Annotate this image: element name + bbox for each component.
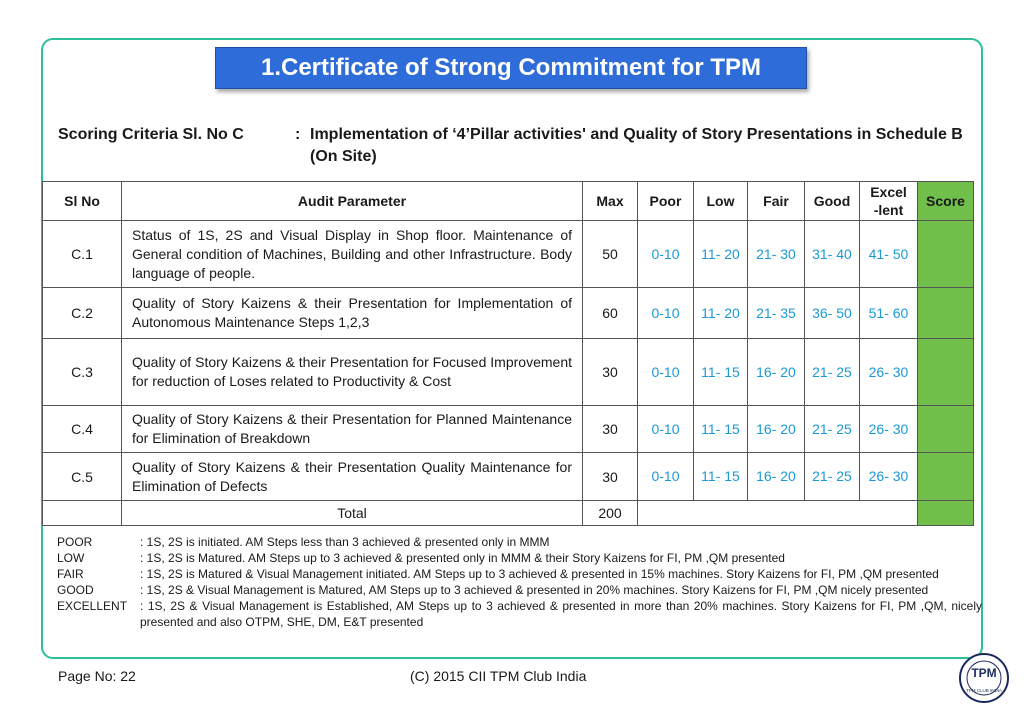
row-parameter: Quality of Story Kaizens & their Presentation for Focused Improvement for reduction of Loses related to Productivity & Cost <box>122 339 583 406</box>
legend-text: : 1S, 2S is initiated. AM Steps less than 3 achieved & presented only in MMM <box>140 535 550 549</box>
legend-key: EXCELLENT <box>57 599 128 613</box>
row-sl-no: C.5 <box>43 453 122 501</box>
row-fair: 21- 30 <box>748 221 805 288</box>
row-poor: 0-10 <box>638 339 694 406</box>
row-excellent: 51- 60 <box>860 288 918 339</box>
legend-item <box>57 550 982 566</box>
row-parameter: Quality of Story Kaizens & their Presentation for Planned Maintenance for Elimination of Breakdown <box>122 406 583 453</box>
row-max: 30 <box>583 339 638 406</box>
row-score-cell[interactable] <box>918 221 974 288</box>
row-good: 21- 25 <box>805 453 860 501</box>
row-poor: 0-10 <box>638 406 694 453</box>
header-excellent: Excel -lent <box>860 182 918 221</box>
legend-key: GOOD <box>57 583 94 597</box>
table-row <box>43 288 974 339</box>
total-blank <box>43 501 122 526</box>
table-header-row <box>43 182 974 221</box>
legend-text: : 1S, 2S & Visual Management is Matured, AM Steps up to 3 achieved & presented in 20% machines. Story Kaizens for FI, PM ,QM nicely presented <box>140 583 929 597</box>
table-row <box>43 221 974 288</box>
legend-text: : 1S, 2S is Matured & Visual Management initiated. AM Steps up to 3 achieved & presented in 15% machines. Story Kaizens for FI, PM ,QM presented <box>140 567 939 581</box>
legend-item <box>57 582 982 598</box>
row-parameter: Quality of Story Kaizens & their Presentation for Implementation of Autonomous Maintenance Steps 1,2,3 <box>122 288 583 339</box>
row-excellent: 26- 30 <box>860 453 918 501</box>
row-score-cell[interactable] <box>918 453 974 501</box>
row-parameter: Quality of Story Kaizens & their Presentation Quality Maintenance for Elimination of Defects <box>122 453 583 501</box>
row-excellent: 26- 30 <box>860 339 918 406</box>
row-max: 50 <box>583 221 638 288</box>
row-score-cell[interactable] <box>918 339 974 406</box>
total-label: Total <box>122 501 583 526</box>
header-sl-no: Sl No <box>43 182 122 221</box>
table-row <box>43 339 974 406</box>
criteria-label: Scoring Criteria Sl. No C <box>58 126 244 143</box>
row-good: 21- 25 <box>805 339 860 406</box>
row-fair: 16- 20 <box>748 453 805 501</box>
table-row <box>43 406 974 453</box>
criteria-colon: : <box>295 126 301 143</box>
header-score: Score <box>918 182 974 221</box>
logo-sub-text: TPM CLUB INDIA <box>965 688 1003 693</box>
row-poor: 0-10 <box>638 288 694 339</box>
total-row <box>43 501 974 526</box>
row-low: 11- 15 <box>694 453 748 501</box>
rating-legend <box>57 534 982 630</box>
row-fair: 16- 20 <box>748 406 805 453</box>
legend-item <box>57 566 982 582</box>
total-max: 200 <box>583 501 638 526</box>
row-fair: 16- 20 <box>748 339 805 406</box>
page-number: Page No: 22 <box>58 668 136 684</box>
header-poor: Poor <box>638 182 694 221</box>
row-low: 11- 20 <box>694 221 748 288</box>
row-excellent: 41- 50 <box>860 221 918 288</box>
row-good: 31- 40 <box>805 221 860 288</box>
row-low: 11- 15 <box>694 339 748 406</box>
row-score-cell[interactable] <box>918 288 974 339</box>
row-fair: 21- 35 <box>748 288 805 339</box>
header-good: Good <box>805 182 860 221</box>
criteria-value: Implementation of ‘4’Pillar activities' and Quality of Story Presentations in Schedule B (On Site) <box>310 126 963 165</box>
row-poor: 0-10 <box>638 453 694 501</box>
row-poor: 0-10 <box>638 221 694 288</box>
copyright-text: (C) 2015 CII TPM Club India <box>410 668 587 684</box>
header-low: Low <box>694 182 748 221</box>
tpm-club-logo <box>958 652 1010 704</box>
scoring-table <box>42 181 974 526</box>
total-blank-range <box>638 501 918 526</box>
row-low: 11- 15 <box>694 406 748 453</box>
row-sl-no: C.3 <box>43 339 122 406</box>
row-sl-no: C.4 <box>43 406 122 453</box>
row-excellent: 26- 30 <box>860 406 918 453</box>
header-audit-parameter: Audit Parameter <box>122 182 583 221</box>
row-good: 36- 50 <box>805 288 860 339</box>
header-fair: Fair <box>748 182 805 221</box>
page-title: 1.Certificate of Strong Commitment for TPM <box>215 47 807 89</box>
row-sl-no: C.2 <box>43 288 122 339</box>
row-sl-no: C.1 <box>43 221 122 288</box>
row-max: 30 <box>583 453 638 501</box>
header-max: Max <box>583 182 638 221</box>
row-good: 21- 25 <box>805 406 860 453</box>
legend-key: FAIR <box>57 567 84 581</box>
row-score-cell[interactable] <box>918 406 974 453</box>
row-parameter: Status of 1S, 2S and Visual Display in Shop floor. Maintenance of General condition of Machines, Building and other Infrastructure. Body language of people. <box>122 221 583 288</box>
legend-key: POOR <box>57 535 93 549</box>
logo-main-text: TPM <box>971 666 997 680</box>
legend-text: : 1S, 2S is Matured. AM Steps up to 3 achieved & presented only in MMM & their Story Kaizens for FI, PM ,QM presented <box>140 551 785 565</box>
row-max: 30 <box>583 406 638 453</box>
legend-item <box>57 598 982 630</box>
total-score-cell[interactable] <box>918 501 974 526</box>
row-max: 60 <box>583 288 638 339</box>
legend-text: : 1S, 2S & Visual Management is Established, AM Steps up to 3 achieved & presented in more than 20% machines. Story Kaizens for FI, PM ,QM, nicely presented and also OTPM, SHE, DM, E&T presented <box>140 599 982 629</box>
row-low: 11- 20 <box>694 288 748 339</box>
table-row <box>43 453 974 501</box>
legend-item <box>57 534 982 550</box>
legend-key: LOW <box>57 551 85 565</box>
